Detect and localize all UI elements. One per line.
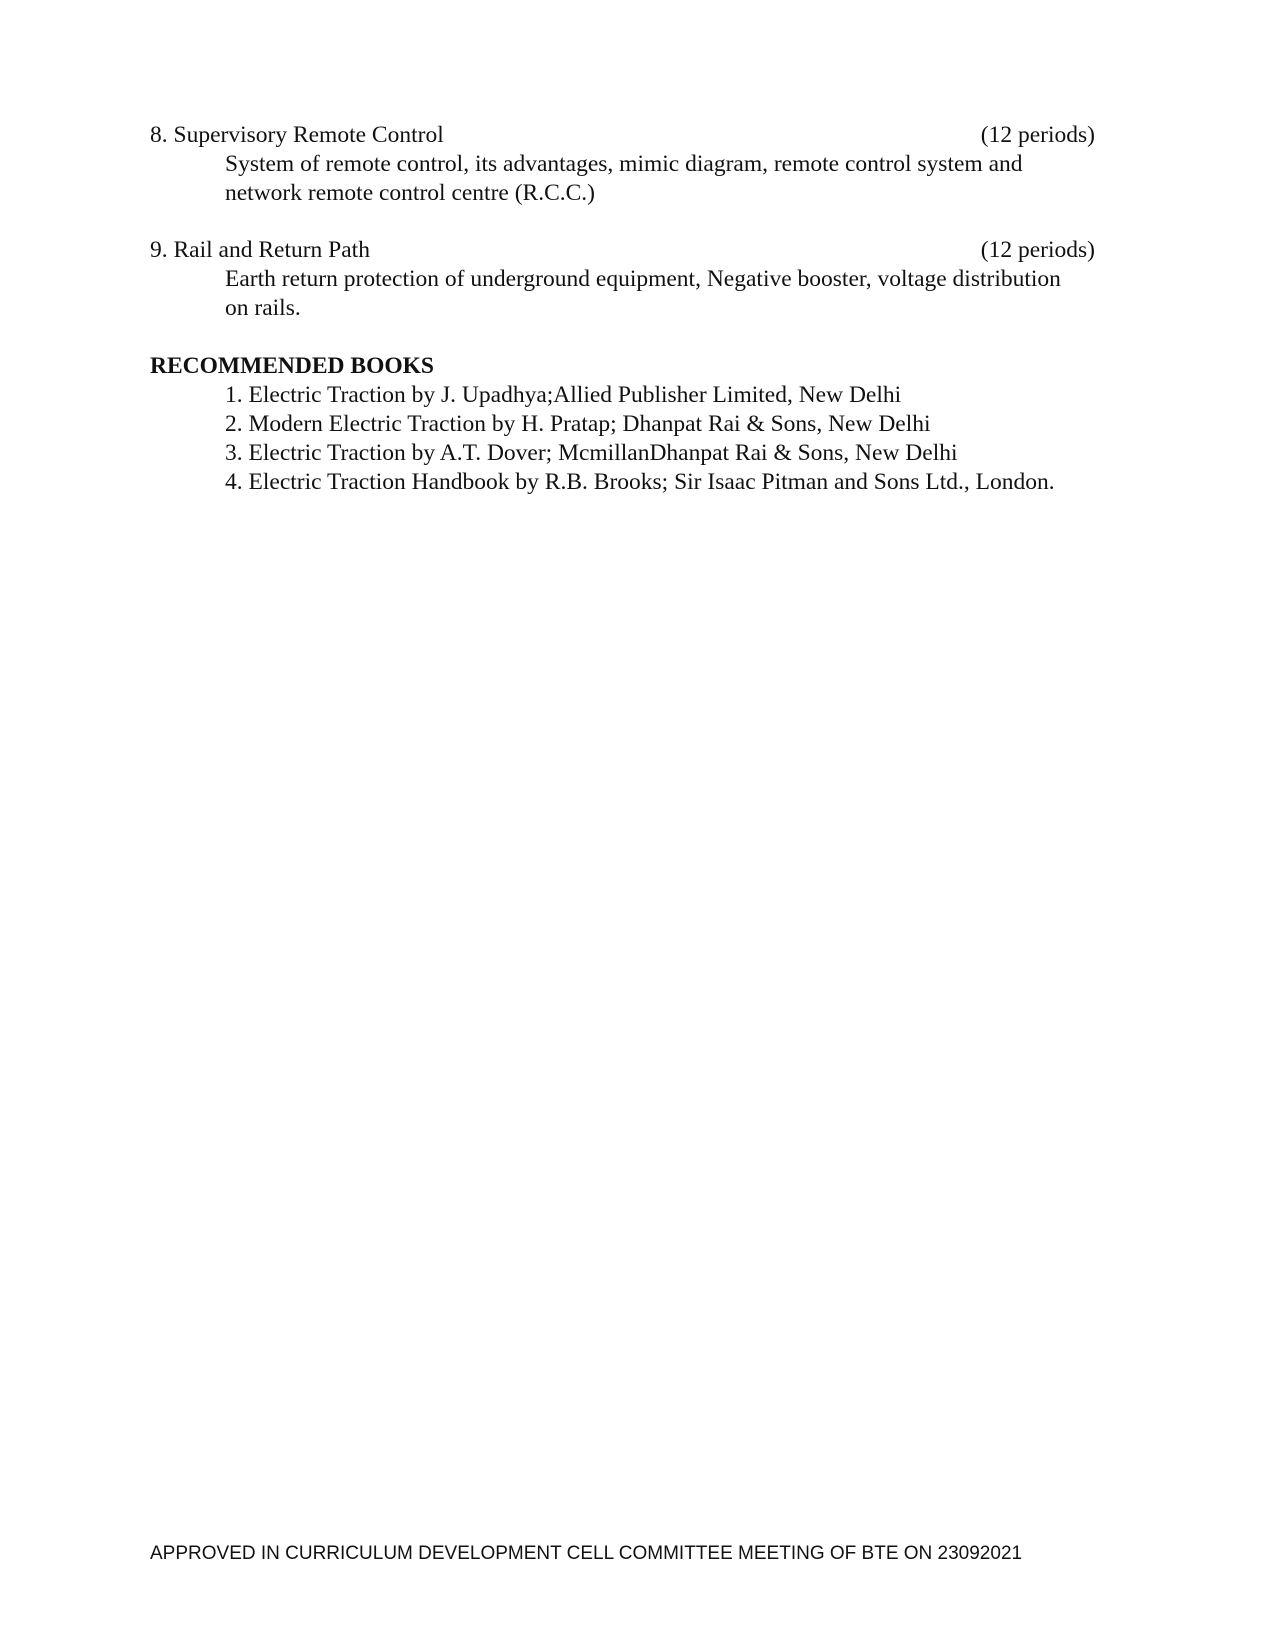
book-item: 3. Electric Traction by A.T. Dover; McmillanDhanpat Rai & Sons, New Delhi: [225, 440, 958, 466]
approval-footer: APPROVED IN CURRICULUM DEVELOPMENT CELL COMMITTEE MEETING OF BTE ON 23092021: [150, 1543, 1023, 1564]
unit-8-section: [150, 121, 1095, 208]
unit-9-title: 9. Rail and Return Path: [150, 237, 370, 263]
unit-8-title: 8. Supervisory Remote Control: [150, 122, 444, 148]
book-item: 2. Modern Electric Traction by H. Pratap; Dhanpat Rai & Sons, New Delhi: [225, 411, 931, 437]
unit-9-description: Earth return protection of underground equipment, Negative booster, voltage distribution on rails.: [225, 266, 1061, 321]
page-content: [150, 121, 1095, 497]
unit-9-header: [150, 236, 1095, 265]
unit-9-periods: (12 periods): [980, 237, 1095, 263]
book-item: 4. Electric Traction Handbook by R.B. Brooks; Sir Isaac Pitman and Sons Ltd., London.: [225, 469, 1055, 495]
book-item: 1. Electric Traction by J. Upadhya;Allied Publisher Limited, New Delhi: [225, 382, 902, 408]
unit-9-section: [150, 236, 1095, 323]
unit-8-periods: (12 periods): [980, 122, 1095, 148]
unit-8-header: [150, 121, 1095, 150]
unit-8-description: System of remote control, its advantages, mimic diagram, remote control system and network remote control centre (R.C.C.): [225, 151, 1023, 206]
recommended-books-section: [150, 352, 1095, 497]
recommended-books-heading: RECOMMENDED BOOKS: [150, 353, 434, 379]
recommended-books-list: [150, 381, 1095, 497]
